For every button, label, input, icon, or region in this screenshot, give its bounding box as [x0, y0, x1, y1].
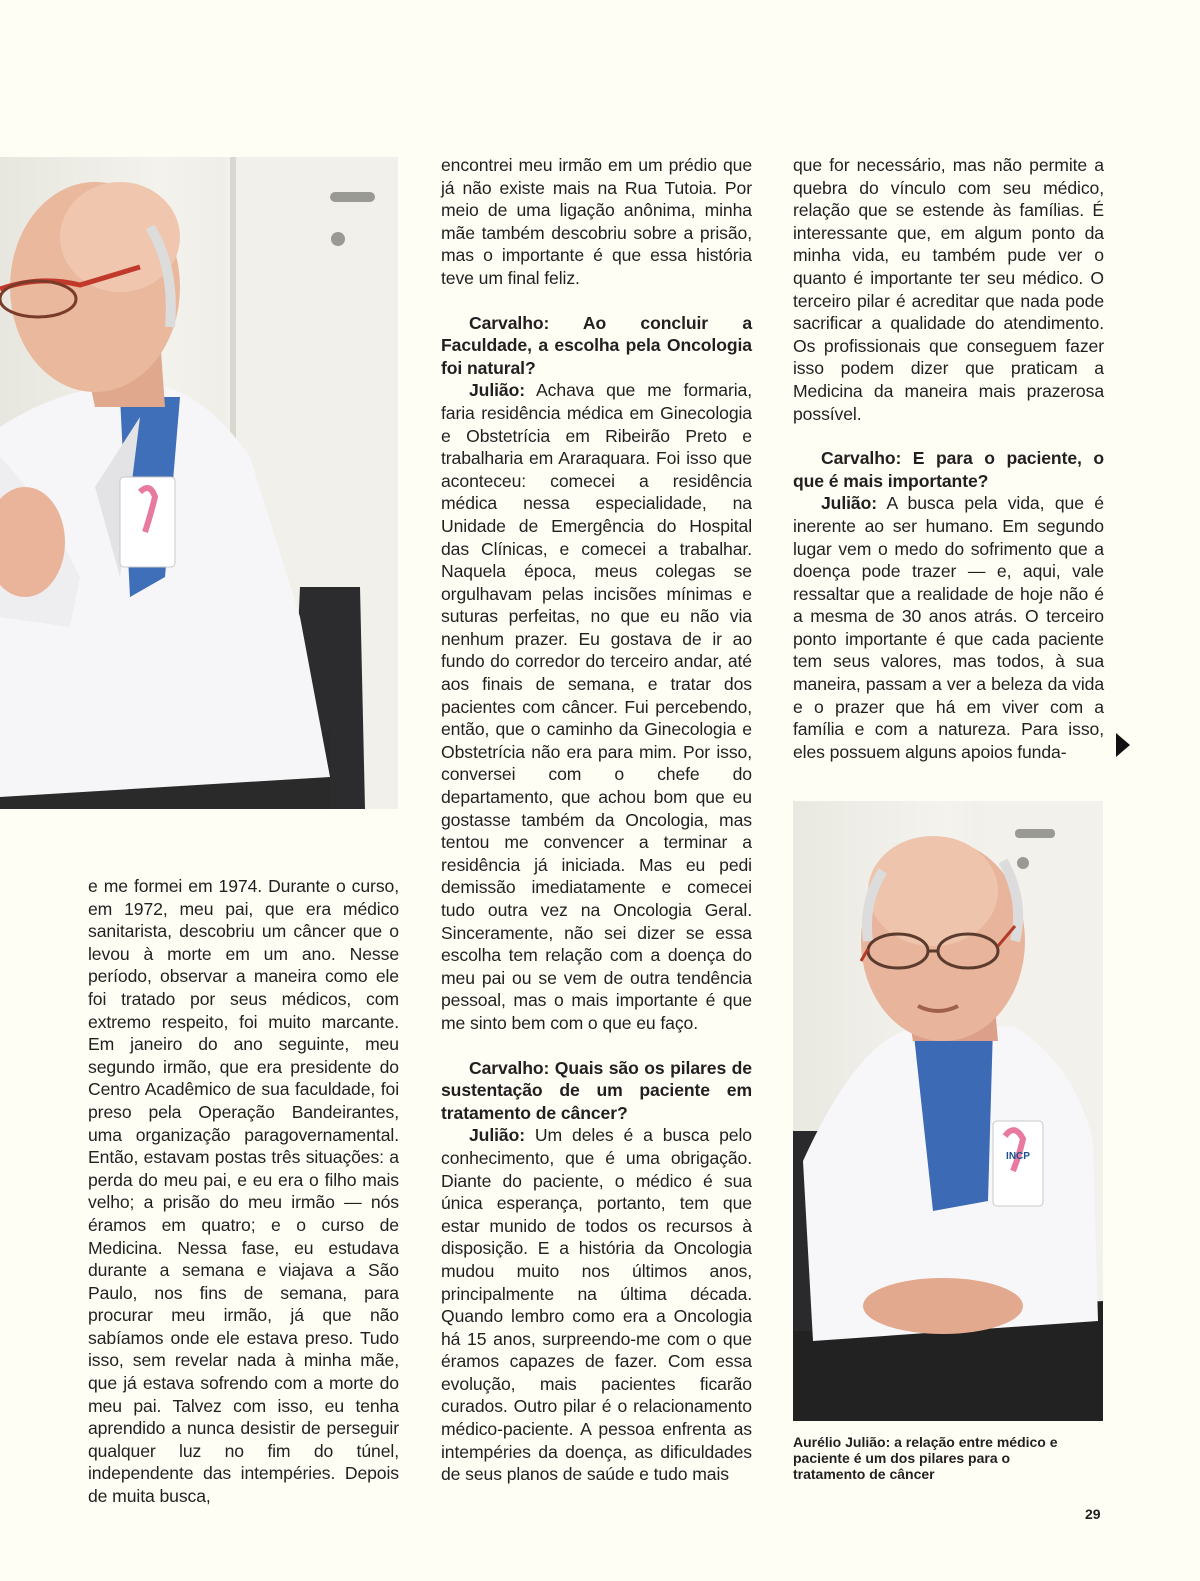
article-column-2: [441, 154, 752, 1486]
interview-question: Carvalho: E para o paciente, o que é mais importante?: [793, 448, 1104, 491]
speaker-label: Julião:: [469, 380, 525, 401]
doctor-photo-left: [0, 157, 398, 809]
body-paragraph: que for necessário, mas não permite a quebra do vínculo com seu médico, relação que se estende às famílias. É interessante que, em algum ponto da minha vida, eu também pude ver o quanto é importante ter seu médico. O terceiro pilar é acreditar que nada pode sacrificar a qualidade do atendimento. Os profissionais que conseguem fazer isso podem dizer que praticam a Medicina da maneira mais prazerosa possível.: [793, 155, 1104, 424]
body-paragraph: e me formei em 1974. Durante o curso, em 1972, meu pai, que era médico sanitarista, descobriu um câncer que o levou à morte em um ano. Nesse período, observar a maneira como ele foi tratado por seus médicos, com extremo respeito, foi muito marcante. Em janeiro do ano seguinte, meu segundo irmão, que era presidente do Centro Acadêmico de sua faculdade, foi preso pela Operação Bandeirantes, uma organização paragovernamental. Então, estavam postas três situações: a perda do meu pai, e eu era o filho mais velho; a prisão do meu irmão — nós éramos em quatro; e o curso de Medicina. Nessa fase, eu estudava durante a semana e viajava a São Paulo, nos fins de semana, para procurar meu irmão, já que não sabíamos onde ele estava preso. Tudo isso, sem revelar nada à minha mãe, que já estava sofrendo com a morte do meu pai. Talvez com isso, eu tenha aprendido a nunca desistir de perseguir qualquer luz no fim do túnel, independente das intempéries. Depois de muita busca,: [88, 876, 399, 1507]
doctor-photo-portrait: [793, 801, 1103, 1421]
continue-arrow-icon: [1116, 733, 1130, 757]
answer-text: Um deles é a busca pelo conhecimento, que é uma obrigação. Diante do paciente, o médico é sua única esperança, portanto, tem que estar munido de todos os recursos à disposição. E a história da Oncologia mudou muito nos últimos anos, principalmente na última década. Quando lembro como era a Oncologia há 15 anos, surpreendo-me com o que éramos capazes de fazer. Com essa evolução, mais pacientes ficarão curados. Outro pilar é o relacionamento médico-paciente. A pessoa enfrenta as intempéries da doença, as dificuldades de seus planos de saúde e tudo mais: [441, 1125, 752, 1485]
answer-text: Achava que me formaria, faria residência médica em Ginecologia e Obstetrícia em Ribeirão Preto e trabalharia em Araraquara. Foi isso que aconteceu: comecei a residência médica nessa especialidade, na Unidade de Emergência do Hospital das Clínicas, e comecei a trabalhar. Naquela época, meus colegas se orgulhavam pelas incisões mínimas e suturas perfeitas, no que eu não via nenhum prazer. Eu gostava de ir ao fundo do corredor do terceiro andar, até aos finais de semana, e tratar dos pacientes com câncer. Fui percebendo, então, que o caminho da Ginecologia e Obstetrícia não era para mim. Por isso, conversei com o chefe do departamento, que achou bom que eu gostasse também da Oncologia, mas tentou me convencer a terminar a residência já iniciada. Mas eu pedi demissão imediatamente e comecei tudo outra vez na Oncologia Geral. Sinceramente, não sei dizer se essa escolha tem relação com a doença do meu pai ou se vem de outra tendência pessoal, mas o mais importante é que me sinto bem com o que eu faço.: [441, 380, 752, 1033]
interview-answer: [441, 1124, 752, 1486]
answer-text: A busca pela vida, que é inerente ao ser humano. Em segundo lugar vem o medo do sofrimento que a doença pode trazer — e, aqui, vale ressaltar que a realidade de hoje não é a mesma de 30 anos atrás. O terceiro ponto importante é que cada paciente tem seus valores, mas todos, à sua maneira, passam a ver a beleza da vida e o prazer que há em viver com a família e com a natureza. Para isso, eles possuem alguns apoios funda-: [793, 493, 1104, 762]
article-column-3: [793, 154, 1104, 763]
photo-caption: Aurélio Julião: a relação entre médico e paciente é um dos pilares para o tratamento de câncer: [793, 1434, 1058, 1482]
interview-question: Carvalho: Quais são os pilares de sustentação de um paciente em tratamento de câncer?: [441, 1057, 752, 1123]
speaker-label: Julião:: [469, 1125, 525, 1146]
interview-answer: [441, 379, 752, 1034]
interview-answer: [793, 492, 1104, 763]
interview-question: Carvalho: Ao concluir a Faculdade, a escolha pela Oncologia foi natural?: [441, 312, 752, 378]
page-number: 29: [1085, 1506, 1101, 1522]
speaker-label: Julião:: [821, 493, 877, 514]
badge-logo-text: INCP: [1006, 1151, 1030, 1162]
article-column-1: [88, 875, 399, 1508]
body-paragraph: encontrei meu irmão em um prédio que já não existe mais na Rua Tutoia. Por meio de uma ligação anônima, minha mãe também descobriu sobre a prisão, mas o importante é que essa história teve um final feliz.: [441, 155, 752, 288]
